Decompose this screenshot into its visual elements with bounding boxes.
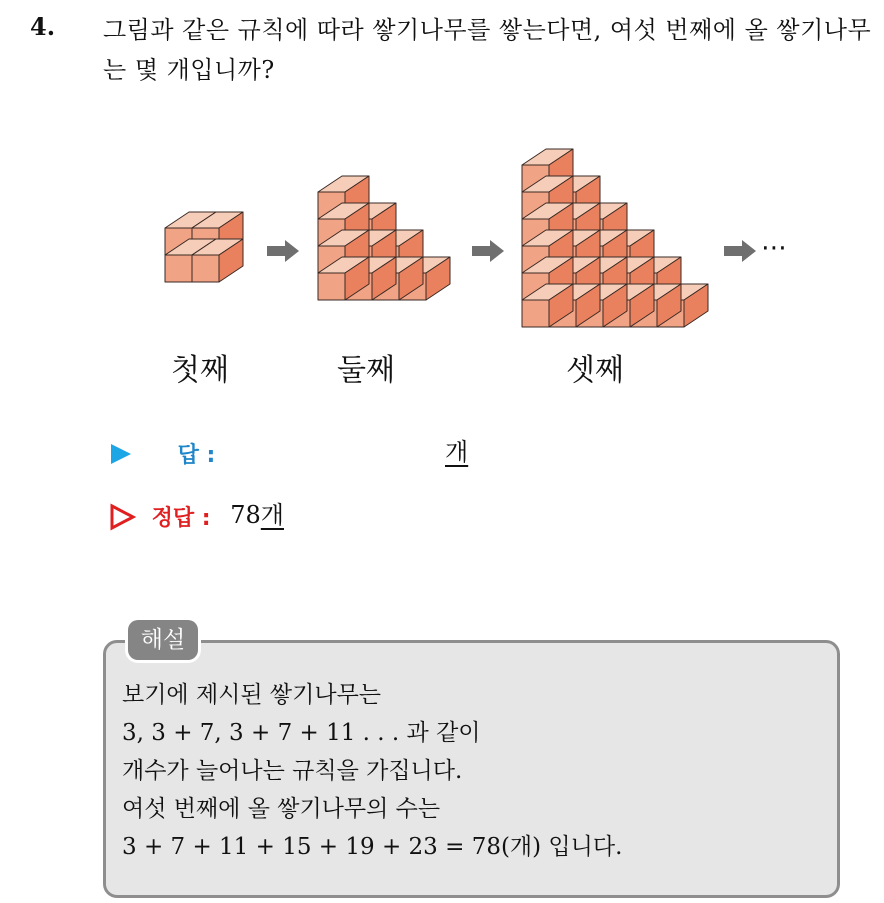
explanation-text [122, 676, 622, 866]
explanation-line: 개수가 늘어나는 규칙을 가집니다. [122, 758, 463, 784]
correct-answer-label: 정답 : [151, 506, 211, 531]
cube-stacks [165, 149, 708, 327]
cube-front [318, 273, 345, 300]
answer-label: 답 : [177, 443, 216, 468]
cube-front [522, 300, 549, 327]
answer-marker-icon [108, 441, 134, 467]
figure-label-third: 셋째 [566, 353, 624, 388]
explanation-line: 여섯 번째에 올 쌓기나무의 수는 [122, 796, 441, 822]
sequence-arrow-icon [724, 240, 756, 262]
figure-label-first: 첫째 [171, 353, 229, 388]
explanation-line: 3 + 7 + 11 + 15 + 19 + 23 = 78(개) 입니다. [122, 834, 623, 860]
sequence-arrow-icon [267, 240, 299, 262]
correct-marker-icon [108, 503, 136, 531]
explanation-tag: 해설 [128, 620, 198, 660]
answer-unit: 개 [445, 438, 469, 466]
correct-answer-row [108, 495, 284, 532]
explanation-line: 보기에 제시된 쌓기나무는 [122, 682, 382, 708]
figure-label-second: 둘째 [337, 353, 395, 388]
sequence-arrow-icon [472, 240, 504, 262]
cube-front [192, 255, 219, 282]
question-number: 4. [30, 12, 56, 41]
question-text: 그림과 같은 규칙에 따라 쌓기나무를 쌓는다면, 여섯 번째에 올 쌓기나무는 몇 개입니까? [103, 16, 872, 84]
explanation-line: 3, 3 + 7, 3 + 7 + 11 . . . 과 같이 [122, 720, 481, 746]
correct-answer-value: 78 [230, 501, 261, 529]
figure-ellipsis: ⋯ [761, 233, 787, 263]
block-stacking-figure [0, 140, 884, 340]
cube-front [165, 255, 192, 282]
answer-row [108, 432, 468, 469]
correct-answer-unit: 개 [260, 501, 284, 529]
